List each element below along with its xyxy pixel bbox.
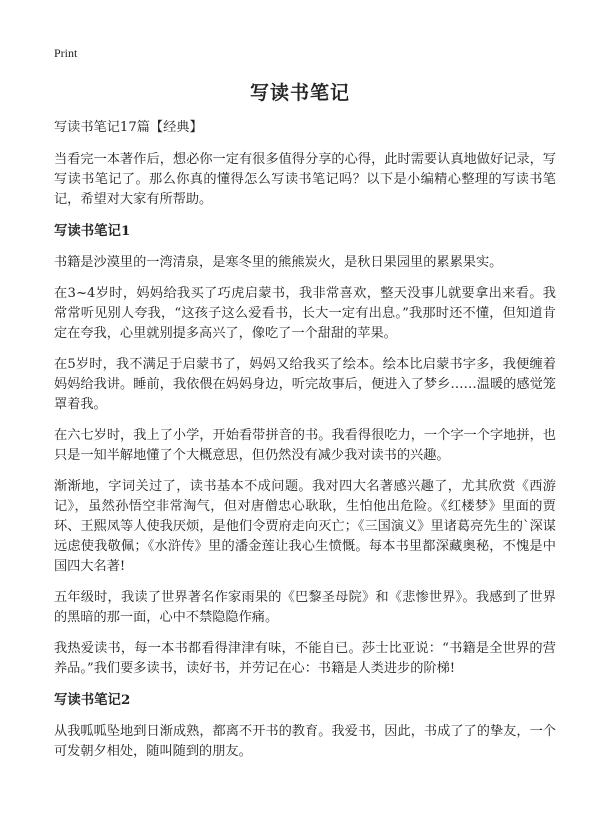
article-subtitle: 写读书笔记17篇【经典】 xyxy=(54,120,203,135)
paragraph: 渐渐地，字词关过了，读书基本不成问题。我对四大名著感兴趣了，尤其欣赏《西游记》，虽然孙悟空非常淘气，但对唐僧忠心耿耿，生怕他出危险。《红楼梦》里面的贾环、王熙凤等人使我厌烦，是他们令贾府走向灭亡；《三国演义》里诸葛亮先生的`深谋远虑使我敬佩；《水浒传》里的潘金莲让我心生愤慨。每本书里都深藏奥秘，不愧是中国四大名著! xyxy=(54,479,556,574)
article-body xyxy=(54,118,556,773)
section-heading: 写读书笔记1 xyxy=(54,223,131,239)
print-link[interactable]: Print xyxy=(54,46,78,60)
paragraph: 在六七岁时，我上了小学，开始看带拼音的书。我看得很吃力，一个字一个字地拼，也只是一知半解地懂了个大概意思，但仍然没有减少我对读书的兴趣。 xyxy=(54,428,556,463)
paragraph: 在5岁时，我不满足于启蒙书了，妈妈又给我买了绘本。绘本比启蒙书字多，我便缠着妈妈给我讲。睡前，我依偎在妈妈身边，听完故事后，便进入了梦乡……温暖的感觉笼罩着我。 xyxy=(54,357,556,412)
paragraph: 在3~4岁时，妈妈给我买了巧虎启蒙书，我非常喜欢，整天没事儿就要拿出来看。我常常听见别人夸我，“这孩子这么爱看书，长大一定有出息。”我那时还不懂，但知道肯定在夸我，心里就别提多高兴了，像吃了一个甜甜的苹果。 xyxy=(54,286,556,341)
paragraph: 五年级时，我读了世界著名作家雨果的《巴黎圣母院》和《悲惨世界》。我感到了世界的黑暗的那一面，心中不禁隐隐作痛。 xyxy=(54,590,556,625)
page-title: 写读书笔记 xyxy=(249,82,350,104)
intro-paragraph: 当看完一本著作后，想必你一定有很多值得分享的心得，此时需要认真地做好记录，写写读书笔记了。那么你真的懂得怎么写读书笔记吗？以下是小编精心整理的写读书笔记，希望对大家有所帮助。 xyxy=(54,152,556,207)
section-2 xyxy=(54,690,556,762)
paragraph: 从我呱呱坠地到日渐成熟，都离不开书的教育。我爱书，因此，书成了了的挚友，一个可发朝夕相处，随叫随到的朋友。 xyxy=(54,724,556,759)
section-heading: 写读书笔记2 xyxy=(54,692,131,708)
paragraph: 书籍是沙漠里的一湾清泉，是寒冬里的熊熊炭火，是秋日果园里的累累果实。 xyxy=(54,255,503,270)
section-1 xyxy=(54,221,556,679)
paragraph: 我热爱读书，每一本书都看得津津有味，不能自已。莎士比亚说：“书籍是全世界的营养品。”我们要多读书，读好书，并劳记在心：书籍是人类进步的阶梯! xyxy=(54,641,556,676)
